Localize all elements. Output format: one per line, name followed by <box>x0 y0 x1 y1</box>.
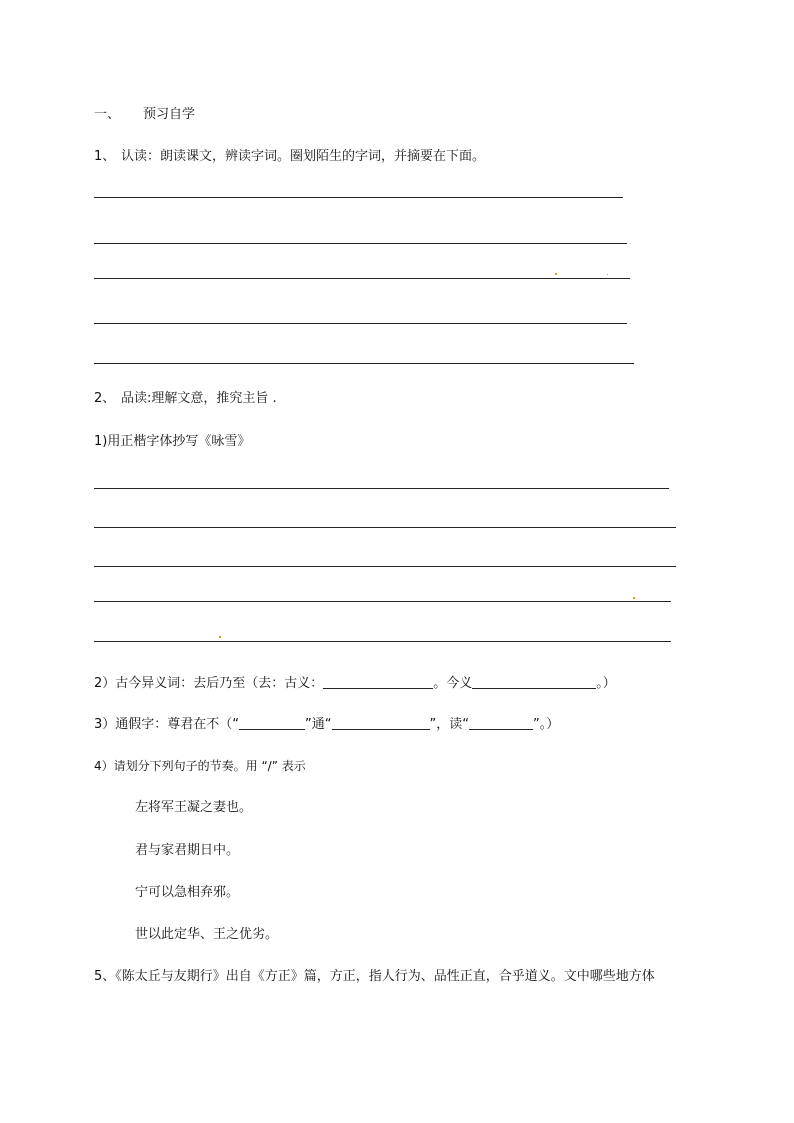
question-5-text: 5、《陈太丘与友期行》出自《方正》篇，方正，指人行为、品性正直，合乎道义。文中哪些地方体 <box>94 969 655 984</box>
answer-line <box>94 278 630 279</box>
sentence-item: 左将军王凝之妻也。 <box>135 800 253 815</box>
question-2-text: 品读:理解文意，推究主旨 . <box>121 391 277 406</box>
copy-line <box>94 601 671 602</box>
subquestion-1-text: 1)用正楷字体抄写《咏雪》 <box>94 434 251 449</box>
subquestion-2-line <box>94 674 616 693</box>
modern-meaning-blank[interactable] <box>472 674 596 689</box>
subquestion-2-mid: 。今义 <box>433 676 473 691</box>
copy-line <box>94 527 676 528</box>
variant-char-blank[interactable] <box>239 715 305 730</box>
speck <box>555 273 557 275</box>
subquestion-2-suffix: 。） <box>596 676 616 691</box>
section-title: 预习自学 <box>143 107 196 122</box>
question-2-number: 2、 <box>94 391 116 406</box>
speck <box>607 274 608 275</box>
answer-line <box>94 197 623 198</box>
sentence-item: 宁可以急相弃邪。 <box>135 885 240 900</box>
subquestion-3-mid1: ”通“ <box>305 717 332 732</box>
copy-line <box>94 488 669 489</box>
speck <box>633 597 635 599</box>
copy-line <box>94 641 671 642</box>
section-number: 一、 <box>94 107 121 122</box>
question-1-text: 认读：朗读课文，辨读字词。圈划陌生的字词，并摘要在下面。 <box>121 149 486 164</box>
answer-line <box>94 243 627 244</box>
sentence-item: 君与家君期日中。 <box>135 843 240 858</box>
copy-line <box>94 566 676 567</box>
subquestion-3-mid2: ”，读“ <box>429 717 469 732</box>
ancient-meaning-blank[interactable] <box>323 674 433 689</box>
standard-char-blank[interactable] <box>332 715 430 730</box>
answer-line <box>94 323 627 324</box>
question-1-number: 1、 <box>94 149 116 164</box>
sentence-item: 世以此定华、王之优劣。 <box>135 927 279 942</box>
subquestion-3-line <box>94 715 559 734</box>
subquestion-4-text: 4）请划分下列句子的节奏。用 “/” 表示 <box>94 759 306 773</box>
subquestion-3-suffix: ”。） <box>532 717 560 732</box>
subquestion-2-prefix: 2）古今异义词：去后乃至（去：古义： <box>94 676 324 691</box>
pronunciation-blank[interactable] <box>469 715 533 730</box>
speck <box>219 636 221 638</box>
subquestion-3-prefix: 3）通假字：尊君在不（“ <box>94 717 240 732</box>
answer-line <box>94 363 634 364</box>
